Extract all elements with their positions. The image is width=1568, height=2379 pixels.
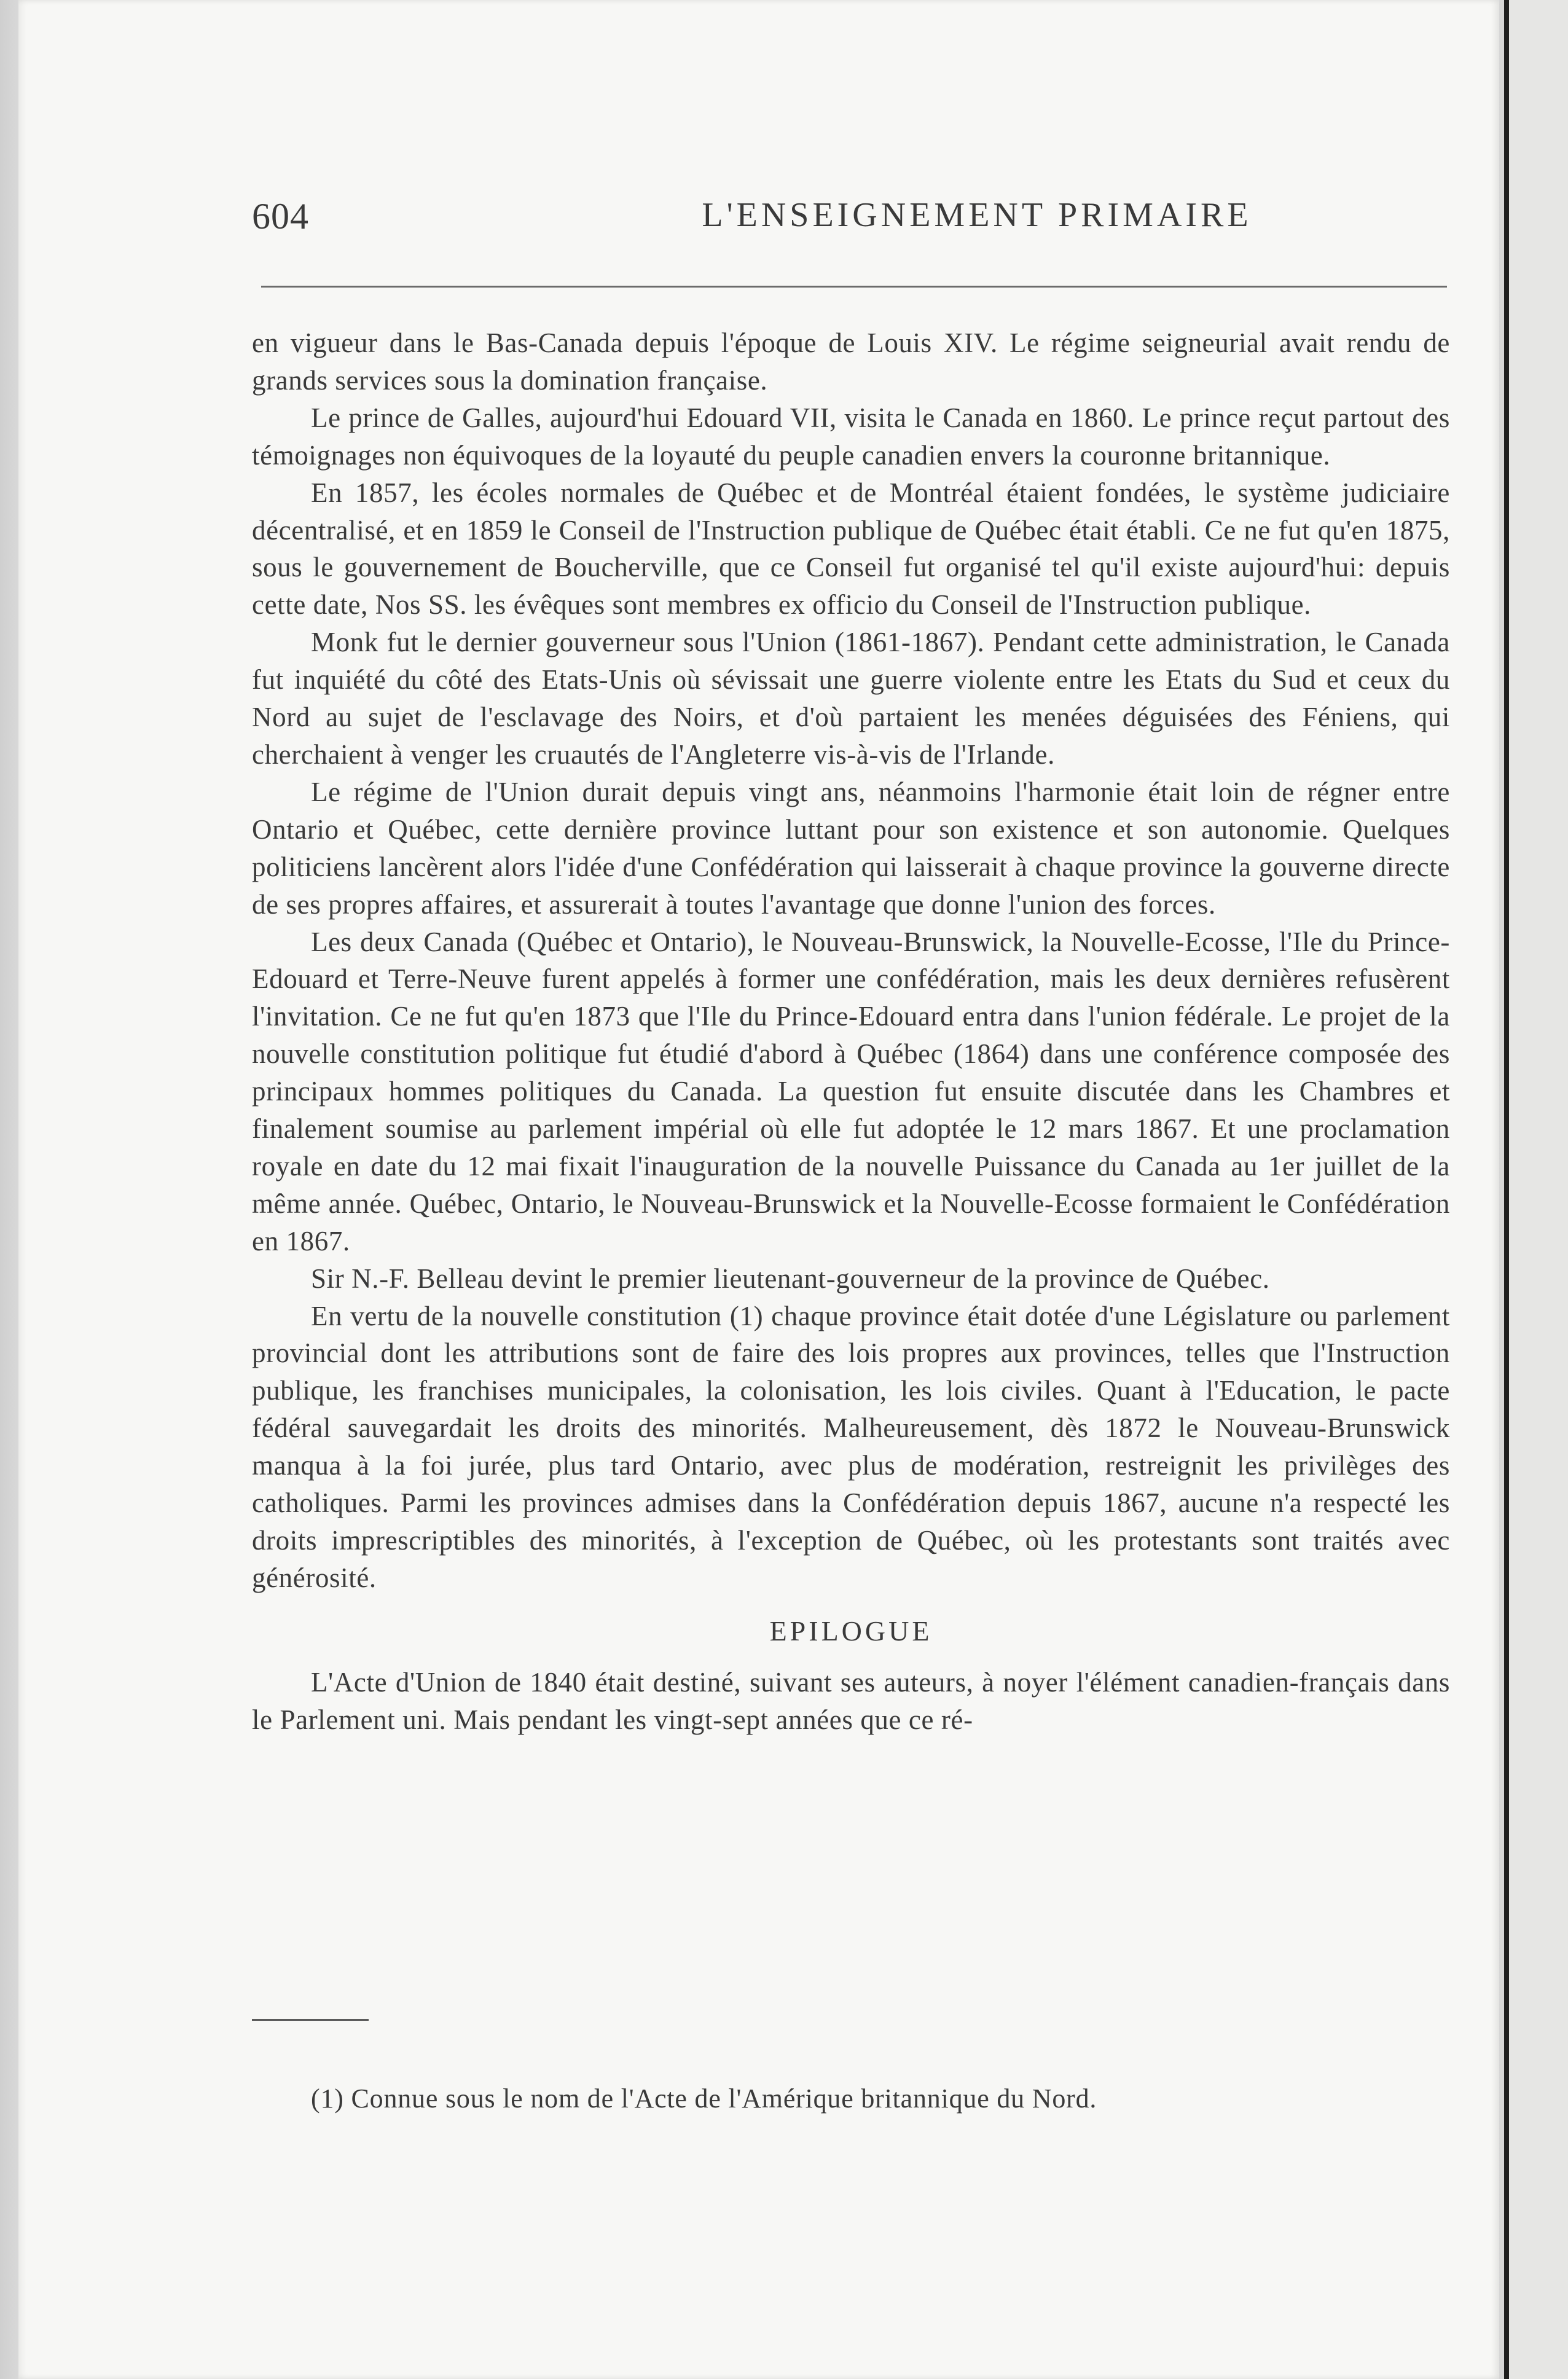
footnote-rule: [252, 2019, 369, 2021]
paragraph-6: Les deux Canada (Québec et Ontario), le Nouveau-Brunswick, la Nouvelle-Ecosse, l'Ile du Prince-Edouard et Terre-Neuve furent appelés à former une confédération, mais les deux dernières refusèrent l'invitation. Ce ne fut qu'en 1873 que l'Ile du Prince-Edouard entra dans l'union fédérale. Le projet de la nouvelle constitution politique fut étudié d'abord à Québec (1864) dans une conférence composée des principaux hommes politiques du Canada. La question fut ensuite discutée dans les Chambres et finalement soumise au parlement impérial où elle fut adoptée le 12 mars 1867. Et une proclamation royale en date du 12 mai fixait l'inauguration de la nouvelle Puissance du Canada au 1er juillet de la même année. Québec, Ontario, le Nouveau-Brunswick et la Nouvelle-Ecosse formaient le Confédération en 1867.: [252, 926, 1450, 1256]
paragraph-4: Monk fut le dernier gouverneur sous l'Union (1861-1867). Pendant cette administration, le Canada fut inquiété du côté des Etats-Unis où sévissait une guerre violente entre les Etats du Sud et ceux du Nord au sujet de l'esclavage des Noirs, et d'où partaient les menées déguisées des Féniens, qui cherchaient à venger les cruautés de l'Angleterre vis-à-vis de l'Irlande.: [252, 627, 1450, 770]
page-header: [252, 195, 1450, 251]
footnote: (1) Connue sous le nom de l'Acte de l'Amérique britannique du Nord.: [311, 2083, 1097, 2114]
paragraph-7: Sir N.-F. Belleau devint le premier lieutenant-gouverneur de la province de Québec.: [311, 1263, 1270, 1294]
paragraph-2: Le prince de Galles, aujourd'hui Edouard VII, visita le Canada en 1860. Le prince reçut partout des témoignages non équivoques de la loyauté du peuple canadien envers la couronne britannique.: [252, 402, 1450, 471]
paragraph-3: En 1857, les écoles normales de Québec et de Montréal étaient fondées, le système judiciaire décentralisé, et en 1859 le Conseil de l'Instruction publique de Québec était établi. Ce ne fut qu'en 1875, sous le gouvernement de Boucherville, que ce Conseil fut organisé tel qu'il existe aujourd'hui: depuis cette date, Nos SS. les évêques sont membres ex officio du Conseil de l'Instruction publique.: [252, 477, 1450, 621]
page-number: 604: [252, 196, 309, 237]
running-title: L'ENSEIGNEMENT PRIMAIRE: [702, 196, 1252, 234]
paragraph-8: En vertu de la nouvelle constitution (1) chaque province était dotée d'une Législature ou parlement provincial dont les attributions sont de faire des lois propres aux provinces, telles que l'Instruction publique, les franchises municipales, la colonisation, les lois civiles. Quant à l'Education, le pacte fédéral sauvegardait les droits des minorités. Malheureusement, dès 1872 le Nouveau-Brunswick manqua à la foi jurée, plus tard Ontario, avec plus de modération, restreignit les privilèges des catholiques. Parmi les provinces admises dans la Confédération depuis 1867, aucune n'a respecté les droits imprescriptibles des minorités, à l'exception de Québec, où les protestants sont traités avec générosité.: [252, 1300, 1450, 1593]
header-rule: [261, 286, 1447, 288]
page-gutter-edge: [1504, 0, 1509, 2379]
next-page-sliver: [1509, 0, 1568, 2379]
body-text: [252, 324, 1450, 1739]
paragraph-1: en vigueur dans le Bas-Canada depuis l'époque de Louis XIV. Le régime seigneurial avait rendu de grands services sous la domination française.: [252, 327, 1450, 396]
paragraph-5: Le régime de l'Union durait depuis vingt ans, néanmoins l'harmonie était loin de régner entre Ontario et Québec, cette dernière province luttant pour son existence et son autonomie. Quelques politiciens lancèrent alors l'idée d'une Confédération qui laisserait à chaque province la gouverne directe de ses propres affaires, et assurerait à toutes l'avantage que donne l'union des forces.: [252, 776, 1450, 920]
section-heading: EPILOGUE: [769, 1615, 933, 1647]
paragraph-9: L'Acte d'Union de 1840 était destiné, suivant ses auteurs, à noyer l'élément canadien-français dans le Parlement uni. Mais pendant les vingt-sept années que ce ré-: [252, 1666, 1450, 1735]
